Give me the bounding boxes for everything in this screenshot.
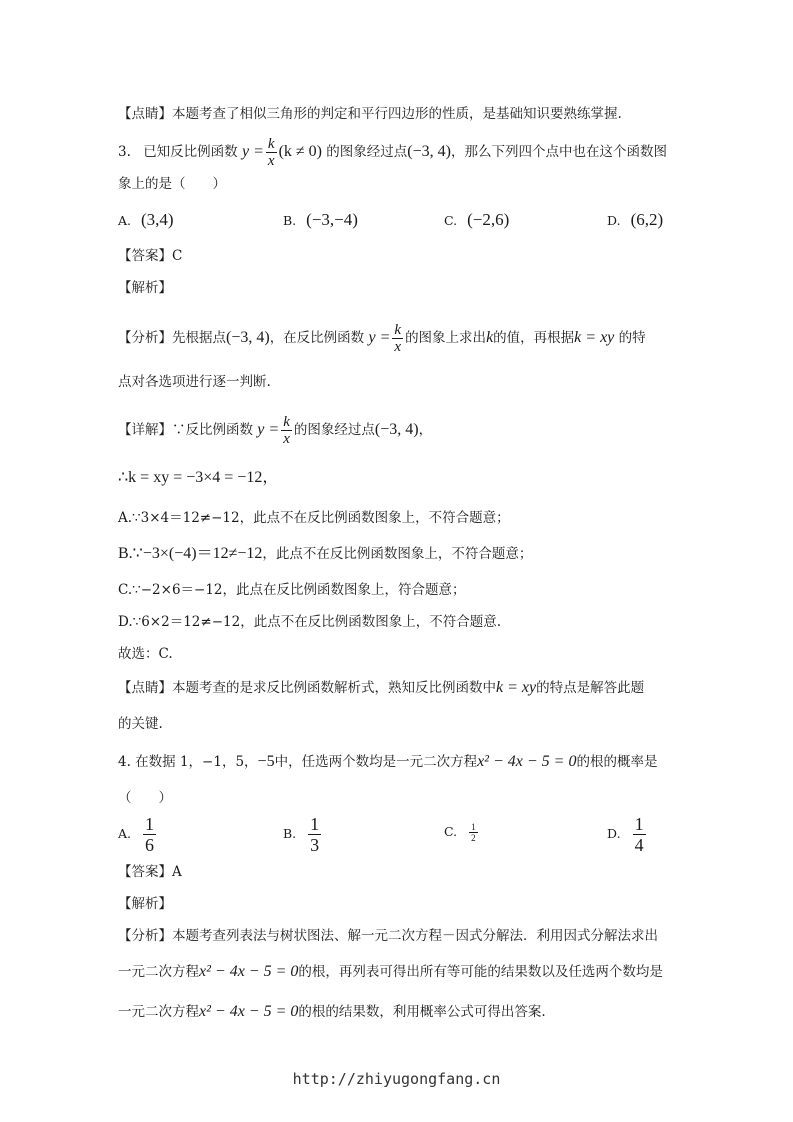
detail-option-a: A.∵3×4＝12≠−12，此点不在反比例函数图象上，不符合题意； [118, 510, 510, 526]
option-label: B. [283, 213, 297, 228]
option-fraction [633, 814, 646, 855]
text: ， [418, 422, 433, 438]
footer-url: http://zhiyugongfang.cn [292, 1070, 501, 1088]
numerator: 1 [145, 814, 155, 834]
option-value: (6,2) [630, 210, 664, 229]
analysis-header-4: 【解析】 [118, 896, 172, 912]
option-label: D. [607, 826, 621, 841]
analysis-header-3: 【解析】 [118, 280, 172, 296]
stem-text: ，那么下列四个点中也在这个函数图 [450, 144, 667, 160]
text: ，此点不在反比例函数图象上，不符合题意； [262, 546, 533, 562]
denominator: x [394, 339, 402, 355]
text: 4. 在数据 1，−1，5， [118, 754, 258, 770]
option-value: (3,4) [141, 210, 174, 229]
formula-k-xy: k = xy [496, 679, 537, 696]
stem-text: 已知反比例函数 [143, 144, 238, 160]
q4-option-c [444, 822, 480, 843]
text: 的根，再列表可得出所有等可能的结果数以及任选两个数均是 [298, 964, 663, 980]
denominator: x [283, 431, 290, 447]
point: (−3, 4) [226, 329, 270, 346]
text: 中，任选两个数均是一元二次方程 [274, 754, 478, 770]
note-3-line1 [118, 678, 644, 698]
denominator: 4 [634, 835, 644, 855]
numerator: 1 [634, 814, 644, 834]
math-expr: B.∵−3×(−4)＝12≠−12 [118, 545, 263, 562]
analysis-4-line1: 【分析】本题考查列表法与树状图法、解一元二次方程－因式分解法．利用因式分解法求出 [118, 928, 658, 944]
option-label: D. [607, 213, 621, 228]
equation: x² − 4x − 5 = 0 [199, 963, 299, 980]
option-fraction [143, 814, 156, 855]
fraction-k-over-x [266, 136, 277, 169]
equation: x² − 4x − 5 = 0 [477, 753, 577, 770]
analysis-3-line1 [118, 322, 646, 355]
question-3-stem-cont: 象上的是（ ） [118, 176, 226, 192]
text: ，在反比例函数 [269, 330, 365, 346]
option-label: A. [118, 213, 132, 228]
answer-4: 【答案】A [118, 864, 182, 880]
option-value: (−3,−4) [306, 210, 358, 229]
text: 【分析】先根据点 [118, 330, 226, 346]
option-fraction [469, 822, 478, 843]
analysis-4-line3 [118, 1002, 546, 1022]
detail-option-c: C.∵−2×6＝−12，此点在反比例函数图象上，符合题意； [118, 582, 466, 598]
q4-option-a [118, 814, 158, 855]
point: (−3, 4) [374, 421, 419, 438]
number: −5 [257, 753, 275, 770]
option-b [283, 210, 358, 230]
equation: x² − 4x − 5 = 0 [199, 1003, 299, 1020]
denominator: 6 [145, 835, 155, 855]
text: 一元二次方程 [118, 1004, 199, 1020]
text: 一元二次方程 [118, 964, 199, 980]
q4-option-b [283, 814, 323, 855]
numerator: k [283, 414, 290, 430]
analysis-3-line2: 点对各选项进行逐一判断. [118, 374, 271, 390]
question-4-stem [118, 752, 657, 772]
denominator: 3 [310, 835, 320, 855]
denominator: 2 [471, 833, 476, 843]
numerator: k [394, 322, 402, 338]
option-label: C. [444, 213, 458, 228]
text: 【点睛】本题考查的是求反比例函数解析式，熟知反比例函数中 [118, 680, 496, 696]
fraction-k-over-x [392, 322, 403, 355]
fraction-k-over-x [281, 414, 292, 447]
option-fraction [308, 814, 321, 855]
formula-y: y = [368, 329, 391, 346]
formula-k-xy: k = xy [574, 329, 615, 346]
option-label: A. [118, 826, 132, 841]
text: 的值，再根据 [493, 330, 575, 346]
option-value: (−2,6) [467, 210, 510, 229]
numerator: k [267, 136, 275, 152]
option-label: B. [283, 826, 297, 841]
text: 的根的结果数，利用概率公式可得出答案. [298, 1004, 546, 1020]
var-k: k [486, 329, 494, 346]
option-d [607, 210, 663, 230]
text: 的根的概率是 [576, 754, 658, 770]
q4-option-d [607, 814, 648, 855]
condition: (k ≠ 0) [278, 143, 322, 160]
analysis-4-line2 [118, 962, 663, 982]
text: 的特点是解答此题 [536, 680, 645, 696]
text: 【详解】∵反比例函数 [118, 422, 253, 438]
option-a [118, 210, 174, 230]
numerator: 1 [471, 822, 476, 832]
text: 的图象上求出 [405, 330, 487, 346]
question-number: 3. [118, 144, 131, 160]
detail-option-d: D.∵6×2＝12≠−12，此点不在反比例函数图象上，不符合题意. [118, 614, 501, 630]
formula-y: y = [241, 143, 264, 160]
answer-3: 【答案】C [118, 248, 183, 264]
note-q2: 【点睛】本题考查了相似三角形的判定和平行四边形的性质，是基础知识要熟练掌握. [118, 106, 622, 122]
option-c [444, 210, 509, 230]
option-label: C. [444, 824, 458, 839]
stem-text: 的图象经过点 [326, 144, 408, 160]
detail-3-line1 [118, 414, 432, 447]
point: (−3, 4) [407, 143, 451, 160]
detail-option-b [118, 544, 532, 564]
conclusion-3: 故选：C. [118, 646, 173, 662]
text: 的特 [618, 330, 646, 346]
note-3-line2: 的关键. [118, 716, 163, 732]
denominator: x [267, 153, 275, 169]
numerator: 1 [310, 814, 320, 834]
formula-y: y = [257, 421, 280, 438]
calc-k: ∴k = xy = −3×4 = −12， [118, 469, 279, 486]
question-4-stem-cont: （ ） [118, 790, 172, 806]
question-3-stem [118, 136, 667, 169]
text: 的图象经过点 [293, 422, 375, 438]
